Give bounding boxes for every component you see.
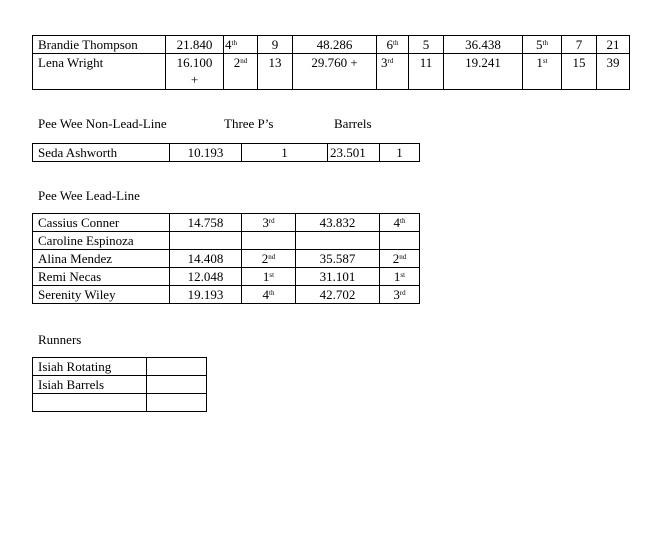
time-cell: 10.193 (170, 144, 242, 162)
place-cell: 1st (523, 54, 562, 90)
time-cell: 23.501 (328, 144, 380, 162)
score-cell: 1 (242, 144, 328, 162)
time-cell (170, 232, 242, 250)
score-cell: 1 (380, 144, 420, 162)
rider-name: Caroline Espinoza (33, 232, 170, 250)
section-title-lead: Pee Wee Lead-Line (38, 188, 140, 203)
table-row (33, 358, 207, 376)
runner-name (33, 394, 147, 412)
time-cell: 35.587 (296, 250, 380, 268)
time-cell: 48.286 (293, 36, 377, 54)
lead-table (32, 213, 420, 304)
place-cell: 1st (380, 268, 420, 286)
time-cell (296, 232, 380, 250)
table-row (33, 376, 207, 394)
total-cell: 21 (597, 36, 630, 54)
place-cell: 4th (380, 214, 420, 232)
runner-value (147, 394, 207, 412)
time-cell: 12.048 (170, 268, 242, 286)
table-row (33, 54, 630, 90)
rider-name: Remi Necas (33, 268, 170, 286)
time-cell: 14.408 (170, 250, 242, 268)
score-cell: 5 (409, 36, 444, 54)
time-cell: 21.840 (166, 36, 224, 54)
time-cell: 36.438 (444, 36, 523, 54)
table-row (33, 36, 630, 54)
score-cell: 11 (409, 54, 444, 90)
runners-table (32, 357, 207, 412)
main-results-table (32, 35, 630, 90)
column-header-three-ps: Three P’s (224, 116, 274, 131)
place-cell: 2nd (242, 250, 296, 268)
section-title-non-lead: Pee Wee Non-Lead-Line (38, 116, 167, 131)
place-cell: 3rd (377, 54, 409, 90)
score-cell: 15 (562, 54, 597, 90)
runner-name: Isiah Rotating (33, 358, 147, 376)
place-cell: 2nd (380, 250, 420, 268)
rider-name: Alina Mendez (33, 250, 170, 268)
runner-name: Isiah Barrels (33, 376, 147, 394)
place-cell: 5th (523, 36, 562, 54)
time-cell: 42.702 (296, 286, 380, 304)
runner-value (147, 376, 207, 394)
place-cell: 1st (242, 268, 296, 286)
table-row (33, 214, 420, 232)
time-cell: 31.101 (296, 268, 380, 286)
time-cell: 29.760 + (293, 54, 377, 90)
column-header-barrels: Barrels (334, 116, 372, 131)
score-cell: 7 (562, 36, 597, 54)
non-lead-table (32, 143, 420, 162)
rider-name: Lena Wright (33, 54, 166, 90)
place-cell: 3rd (380, 286, 420, 304)
place-cell: 4th (242, 286, 296, 304)
table-row (33, 232, 420, 250)
table-row (33, 268, 420, 286)
time-cell: 16.100 + (166, 54, 224, 90)
time-cell: 14.758 (170, 214, 242, 232)
table-row (33, 144, 420, 162)
section-title-runners: Runners (38, 332, 82, 347)
table-row (33, 286, 420, 304)
rider-name: Serenity Wiley (33, 286, 170, 304)
table-row (33, 394, 207, 412)
score-cell: 13 (258, 54, 293, 90)
place-cell: 3rd (242, 214, 296, 232)
runner-value (147, 358, 207, 376)
rider-name: Brandie Thompson (33, 36, 166, 54)
place-cell: 2nd (224, 54, 258, 90)
total-cell: 39 (597, 54, 630, 90)
time-cell: 19.193 (170, 286, 242, 304)
time-cell: 19.241 (444, 54, 523, 90)
table-row (33, 250, 420, 268)
rider-name: Cassius Conner (33, 214, 170, 232)
time-cell: 43.832 (296, 214, 380, 232)
score-cell: 9 (258, 36, 293, 54)
place-cell (242, 232, 296, 250)
rider-name: Seda Ashworth (33, 144, 170, 162)
place-cell (380, 232, 420, 250)
place-cell: 6th (377, 36, 409, 54)
place-cell: 4th (224, 36, 258, 54)
